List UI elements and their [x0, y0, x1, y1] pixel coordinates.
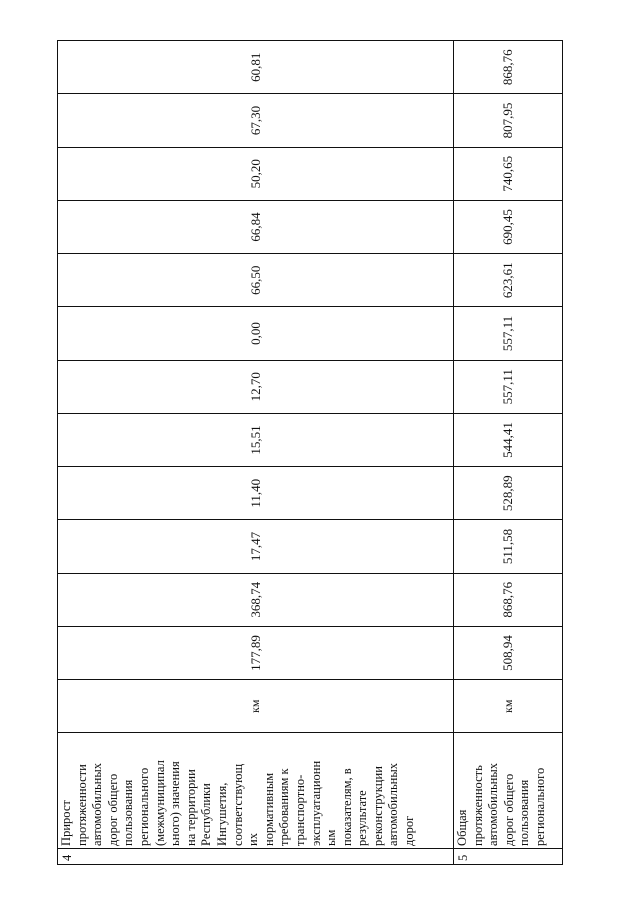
row-4-indicator-name — [58, 733, 454, 849]
label-line: их — [246, 832, 261, 846]
label-line: (межмуниципал — [152, 760, 167, 846]
label-line: дорог — [402, 815, 417, 846]
label-line: автомобильных — [90, 763, 105, 846]
table-row-4 — [58, 41, 454, 865]
label-line: пользования — [517, 779, 532, 846]
label-line: показателям, в — [339, 768, 354, 846]
label-line: Прирост — [59, 800, 73, 846]
row-5-value: 557,11 — [454, 307, 563, 360]
label-line: реконструкции — [370, 766, 385, 846]
indicators-table — [57, 40, 563, 865]
label-line: автомобильных — [486, 763, 501, 846]
row-5-value: 868,76 — [454, 41, 563, 94]
row-4-value: 17,47 — [58, 520, 454, 573]
row-4-value: 67,30 — [58, 94, 454, 147]
row-5-unit: км — [454, 680, 563, 733]
row-4-value: 0,00 — [58, 307, 454, 360]
label-line: автомобильных — [386, 763, 401, 846]
row-5-number: 5 — [454, 848, 563, 864]
row-5-value: 557,11 — [454, 360, 563, 413]
row-4-value: 66,50 — [58, 254, 454, 307]
row-4-value: 15,51 — [58, 413, 454, 466]
row-5-value: 528,89 — [454, 467, 563, 520]
label-line: Ингушетия, — [214, 782, 229, 846]
label-line: соответствующ — [230, 763, 245, 846]
label-line: регионального — [532, 767, 547, 846]
label-line: дорог общего — [501, 773, 516, 846]
row-5-value: 690,45 — [454, 200, 563, 253]
row-5-value: 868,76 — [454, 573, 563, 626]
label-line: регионального — [136, 767, 151, 846]
row-4-value: 12,70 — [58, 360, 454, 413]
label-line: эксплуатационн — [308, 760, 323, 846]
row-5-value: 511,58 — [454, 520, 563, 573]
label-line: Общая — [455, 809, 469, 846]
label-line: дорог общего — [105, 773, 120, 846]
row-4-unit: км — [58, 680, 454, 733]
label-line: требованиям к — [277, 768, 292, 846]
label-line: нормативным — [261, 772, 276, 846]
row-4-value: 60,81 — [58, 41, 454, 94]
row-4-value: 177,89 — [58, 626, 454, 679]
row-5-value: 508,94 — [454, 626, 563, 679]
row-4-value: 11,40 — [58, 467, 454, 520]
label-line: ьного) значения — [168, 761, 183, 846]
label-line: транспортно- — [292, 774, 307, 846]
label-line: на территории — [183, 769, 198, 846]
label-line: пользования — [121, 779, 136, 846]
table-rotor — [57, 40, 562, 865]
row-4-value: 368,74 — [58, 573, 454, 626]
row-4-number: 4 — [58, 848, 454, 864]
row-5-indicator-name — [454, 733, 563, 849]
label-line: протяженность — [470, 765, 485, 846]
row-4-value: 66,84 — [58, 200, 454, 253]
table-row-5 — [454, 41, 563, 865]
label-line: протяженности — [74, 764, 89, 846]
row-5-value: 623,61 — [454, 254, 563, 307]
row-5-value: 740,65 — [454, 147, 563, 200]
row-5-value: 544,41 — [454, 413, 563, 466]
label-line: результате — [355, 790, 370, 846]
row-5-value: 807,95 — [454, 94, 563, 147]
row-4-value: 50,20 — [58, 147, 454, 200]
label-line: Республики — [199, 783, 214, 846]
label-line: ым — [324, 829, 339, 846]
